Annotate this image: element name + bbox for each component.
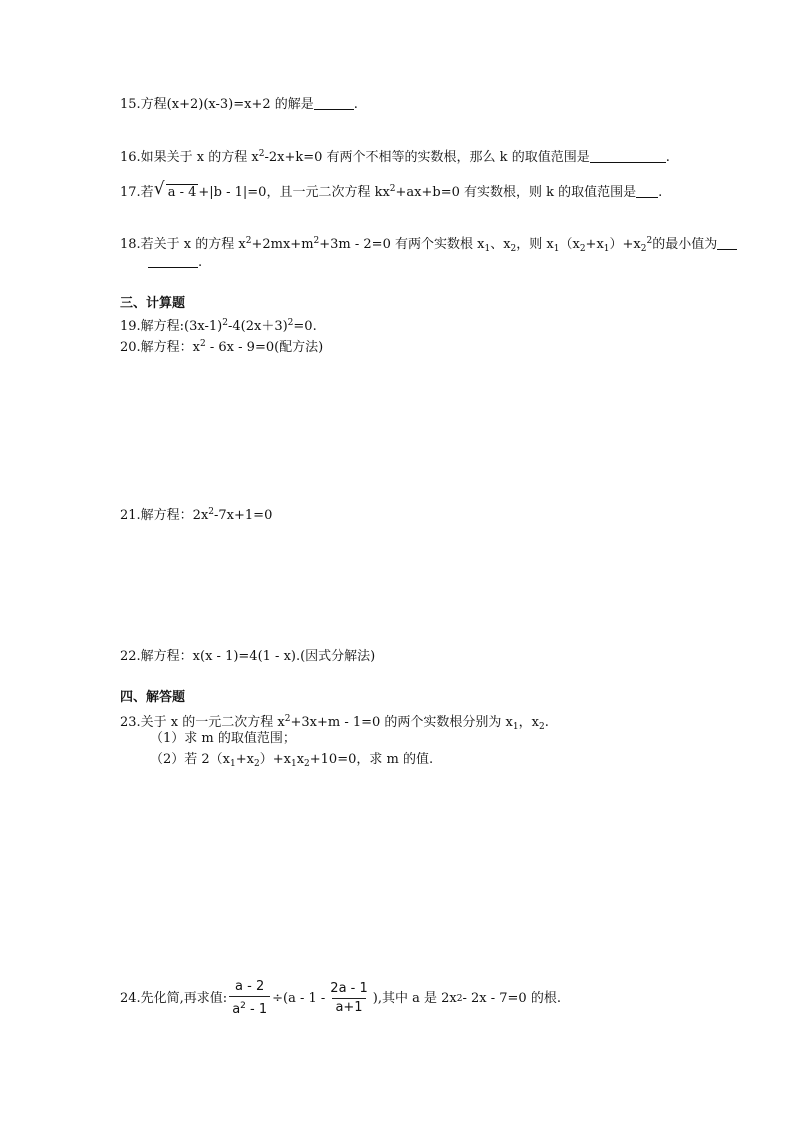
exponent: 2 xyxy=(287,318,294,328)
subscript: 1 xyxy=(603,244,610,254)
exponent: 2 xyxy=(240,1001,246,1011)
subscript: 2 xyxy=(538,722,545,732)
q15-period: . xyxy=(353,97,358,112)
subscript: 2 xyxy=(579,244,586,254)
q23-text: +3x+m - 1=0 的两个实数根分别为 x xyxy=(290,715,513,730)
q16-period: . xyxy=(665,150,670,165)
q23-text: . xyxy=(544,715,549,730)
q18-text: +x xyxy=(585,237,604,252)
answer-blank xyxy=(314,97,354,110)
question-20 xyxy=(120,336,323,356)
radicand: a - 4 xyxy=(167,185,197,200)
fraction-1 xyxy=(229,978,270,1019)
fraction-2-denominator: a+1 xyxy=(332,998,365,1017)
question-18-continued xyxy=(148,255,202,271)
exponent: 2 xyxy=(258,149,265,159)
subscript: 1 xyxy=(290,759,297,769)
exponent: 2 xyxy=(245,236,252,246)
question-23-part-1: （1）求 m 的取值范围； xyxy=(150,731,296,746)
subscript: 2 xyxy=(253,759,260,769)
q19-text: =0. xyxy=(293,319,317,334)
q19-text: 19.解方程:(3x-1) xyxy=(120,319,223,334)
fraction-1-numerator: a - 2 xyxy=(235,979,265,994)
q16-text: 16.如果关于 x 的方程 x xyxy=(120,150,259,165)
section-heading-answer: 四、解答题 xyxy=(120,690,186,705)
subscript: 2 xyxy=(640,244,647,254)
q18-text: +2mx+m xyxy=(251,237,314,252)
answer-blank xyxy=(636,185,658,198)
answer-blank xyxy=(590,150,666,163)
q16-text-mid: -2x+k=0 有两个不相等的实数根，那么 k 的取值范围是 xyxy=(264,150,590,165)
q23-text: ，x xyxy=(518,715,539,730)
question-17 xyxy=(120,181,662,201)
exponent: 2 xyxy=(200,339,206,349)
q24-operator: ÷(a - 1 - xyxy=(272,990,326,1006)
question-15 xyxy=(120,97,358,113)
q18-text: +3m - 2=0 有两个实数根 x xyxy=(319,237,485,252)
q24-text: 24.先化简,再求值: xyxy=(120,990,228,1006)
q18-text: 的最小值为 xyxy=(652,237,718,252)
question-16 xyxy=(120,146,670,166)
section-heading-calculation: 三、计算题 xyxy=(120,296,186,311)
question-23-part-2 xyxy=(150,752,433,772)
q23-part2-text: x xyxy=(296,752,305,767)
q18-text: （x xyxy=(559,237,580,252)
answer-blank xyxy=(148,255,198,268)
f1-den-base: a xyxy=(232,1002,241,1017)
q15-text: 15.方程(x+2)(x-3)=x+2 的解是 xyxy=(120,97,314,112)
subscript: 1 xyxy=(512,722,519,732)
subscript: 2 xyxy=(304,759,310,769)
subscript: 1 xyxy=(553,244,560,254)
q23-part2-text: +x xyxy=(235,752,254,767)
fraction-1-denominator xyxy=(229,996,270,1019)
radical-sign: √ xyxy=(153,179,165,199)
q18-period: . xyxy=(198,255,203,270)
q23-part2-text: （2）若 2（x xyxy=(150,752,231,767)
q20-text: - 6x - 9=0(配方法) xyxy=(205,340,324,355)
exponent: 2 xyxy=(646,236,653,246)
subscript: 1 xyxy=(484,244,491,254)
subscript: 1 xyxy=(230,759,236,769)
q17-text: 17.若 xyxy=(120,185,154,200)
exponent: 2 xyxy=(313,236,320,246)
question-24 xyxy=(120,978,561,1019)
question-22: 22.解方程：x(x - 1)=4(1 - x).(因式分解法) xyxy=(120,649,376,664)
answer-blank xyxy=(717,237,737,250)
q17-text-mid: +|b - 1|=0，且一元二次方程 kx xyxy=(198,185,390,200)
question-19 xyxy=(120,315,317,335)
exponent: 2 xyxy=(284,714,291,724)
subscript: 2 xyxy=(510,244,517,254)
q23-part2-text: ）+x xyxy=(259,752,291,767)
f1-den-rest: - 1 xyxy=(245,1002,268,1017)
sqrt-expression xyxy=(153,179,199,201)
q17-text-end: +ax+b=0 有实数根，则 k 的取值范围是 xyxy=(395,185,637,200)
q24-text: ),其中 a 是 2x xyxy=(372,990,457,1006)
q24-text: - 2x - 7=0 的根. xyxy=(462,990,561,1006)
q19-text: -4(2x＋3) xyxy=(227,319,288,334)
q18-text: 18.若关于 x 的方程 x xyxy=(120,237,246,252)
fraction-2-numerator: 2a - 1 xyxy=(330,981,368,996)
exponent: 2 xyxy=(222,318,228,328)
q23-text: 23.关于 x 的一元二次方程 x xyxy=(120,715,285,730)
exponent: 2 xyxy=(456,993,463,1004)
fraction-2 xyxy=(327,980,370,1017)
q18-text: 、x xyxy=(490,237,511,252)
q21-text: 21.解方程：2x xyxy=(120,508,209,523)
q21-text: -7x+1=0 xyxy=(214,508,273,523)
q23-part2-text: +10=0，求 m 的值. xyxy=(309,752,434,767)
question-18 xyxy=(120,233,737,257)
q18-text: ，则 x xyxy=(516,237,554,252)
q17-period: . xyxy=(658,185,663,200)
q18-text: ）+x xyxy=(609,237,641,252)
question-21 xyxy=(120,504,272,524)
q20-text: 20.解方程：x xyxy=(120,340,201,355)
exponent: 2 xyxy=(208,507,215,517)
exponent: 2 xyxy=(389,184,396,194)
